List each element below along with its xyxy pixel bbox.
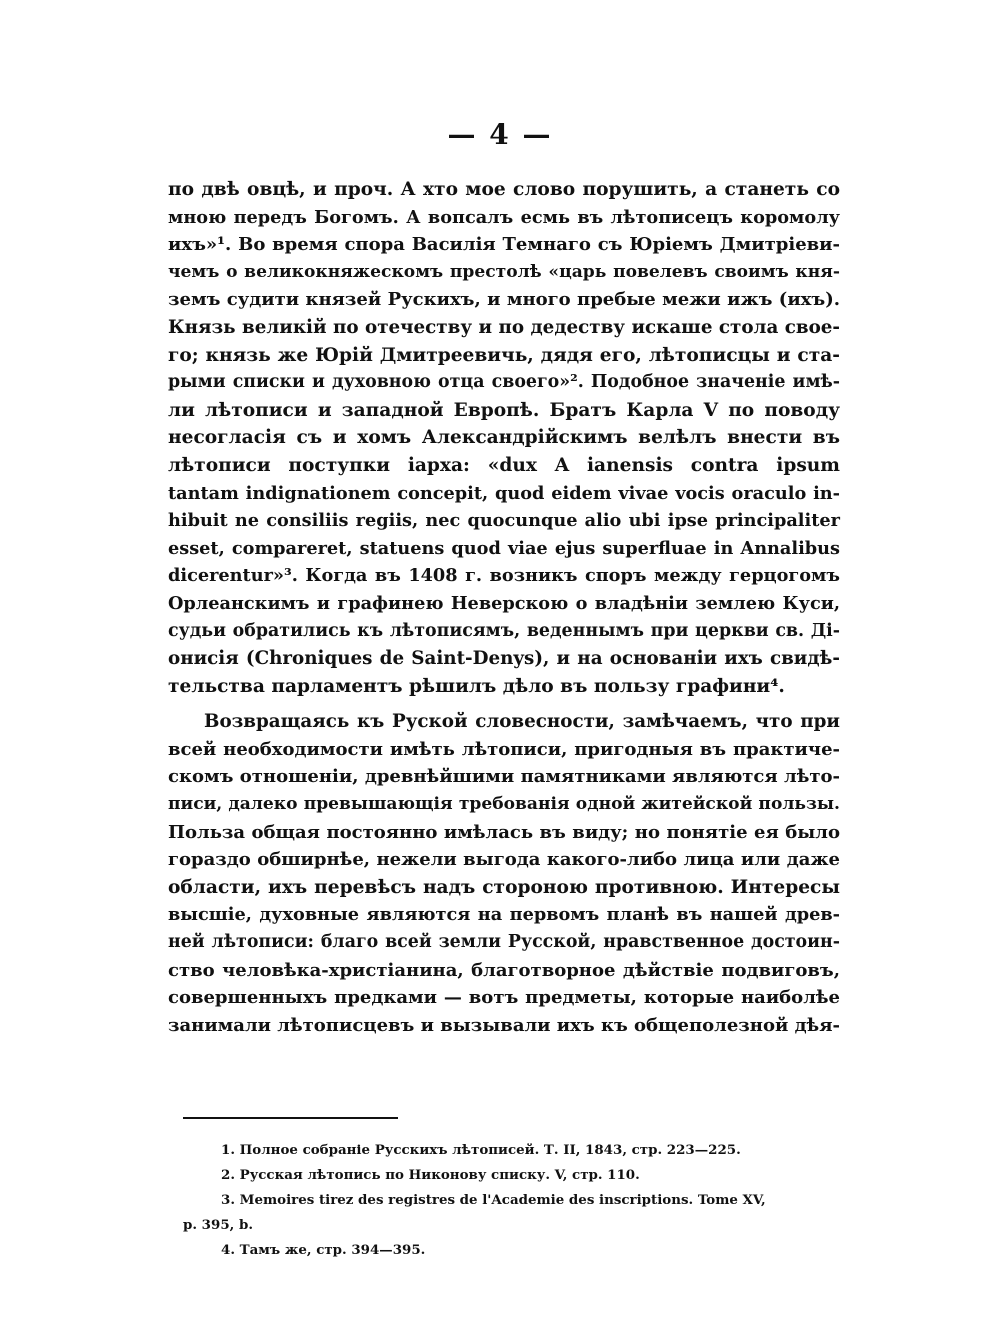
text-line: земъ судити князей Рускихъ, и много пребые межи ижъ (ихъ). xyxy=(168,289,840,311)
text-line: писи, далеко превышающія требованія одной житейской пользы. xyxy=(168,794,840,815)
paragraph-2 xyxy=(168,708,840,1039)
footnote-3: 3. Memoires tirez des registres de l'Academie des inscriptions. Tome XV, xyxy=(221,1192,766,1208)
footnote-2: 2. Русская лѣтопись по Никонову списку. V, стр. 110. xyxy=(221,1167,640,1183)
text-line: судьи обратились къ лѣтописямъ, веденнымъ при церкви св. Ді- xyxy=(168,620,840,641)
text-line: Польза общая постоянно имѣлась въ виду; но понятіе ея было xyxy=(168,821,840,843)
text-line: tantam indignationem concepit, quod eidem vivae vocis oraculo in- xyxy=(168,482,840,504)
text-line: всей необходимости имѣть лѣтописи, пригодныя въ практиче- xyxy=(168,738,840,760)
text-line: тельства парламентъ рѣшилъ дѣло въ пользу графини⁴. xyxy=(168,675,785,697)
text-line: несогласія съ и хомъ Александрійскимъ велѣлъ внести въ xyxy=(168,427,840,449)
footnote-3-continuation: p. 395, b. xyxy=(183,1217,253,1233)
text-line: Орлеанскимъ и графинею Неверскою о владѣніи землею Куси, xyxy=(168,592,840,614)
text-line: мною передъ Богомъ. А вопсалъ есмь въ лѣтописецъ коромолу xyxy=(168,206,840,228)
text-line: по двѣ овцѣ, и проч. А хто мое слово порушить, а станеть со xyxy=(168,179,840,200)
text-line: гораздо обширнѣе, нежели выгода какого-либо лица или даже xyxy=(168,849,840,871)
paragraph-1 xyxy=(168,176,840,700)
text-line: Возвращаясь къ Руской словесности, замѣчаемъ, что при xyxy=(204,711,840,733)
text-line: совершенныхъ предками — вотъ предметы, которые наиболѣе xyxy=(168,987,840,1009)
text-line: скомъ отношеніи, древнѣйшими памятниками являются лѣто- xyxy=(168,766,840,788)
text-line: Князь великій по отечеству и по дедеству искаше стола свое- xyxy=(168,316,840,338)
text-line: чемъ о великокняжескомъ престолѣ «царь повелевъ своимъ кня- xyxy=(168,261,840,282)
text-line: hibuit ne consiliis regiis, nec quocunque alio ubi ipse principaliter xyxy=(168,510,840,532)
text-line: высшіе, духовные являются на первомъ планѣ въ нашей древ- xyxy=(168,904,840,926)
text-line: ней лѣтописи: благо всей земли Русской, нравственное достоин- xyxy=(168,932,840,953)
footnote-1: 1. Полное собраніе Русскихъ лѣтописей. Т. II, 1843, стр. 223—225. xyxy=(221,1142,741,1158)
text-line: ли лѣтописи и западной Европѣ. Братъ Карла V по поводу xyxy=(168,399,840,421)
page-number: — 4 — xyxy=(447,118,553,151)
text-line: esset, compareret, statuens quod viae ejus superfluae in Annalibus xyxy=(168,537,840,559)
text-line: dicerentur»³. Когда въ 1408 г. возникъ споръ между герцогомъ xyxy=(168,565,840,587)
footnote-divider xyxy=(183,1117,398,1119)
footnotes xyxy=(183,1138,840,1263)
text-line: ихъ»¹. Во время спора Василія Темнаго съ Юріемъ Дмитріеви- xyxy=(168,234,840,256)
footnote-4: 4. Тамъ же, стр. 394—395. xyxy=(221,1242,426,1258)
text-line: го; князь же Юрій Дмитреевичь, дядя его, лѣтописцы и ста- xyxy=(168,344,840,366)
text-line: онисія (Chroniques de Saint-Denys), и на основаніи ихъ свидѣ- xyxy=(168,648,840,670)
paragraph-spacer xyxy=(168,700,840,708)
text-line: области, ихъ перевѣсъ надъ стороною противною. Интересы xyxy=(168,876,840,898)
text-line: занимали лѣтописцевъ и вызывали ихъ къ общеполезной дѣя- xyxy=(168,1014,840,1036)
text-line: лѣтописи поступки іарха: «dux A ianensis contra ipsum xyxy=(168,454,840,476)
body-text xyxy=(168,176,840,1039)
text-line: рыми списки и духовною отца своего»². Подобное значеніе имѣ- xyxy=(168,372,840,393)
text-line: ство человѣка-христіанина, благотворное дѣйствіе подвиговъ, xyxy=(168,959,840,981)
